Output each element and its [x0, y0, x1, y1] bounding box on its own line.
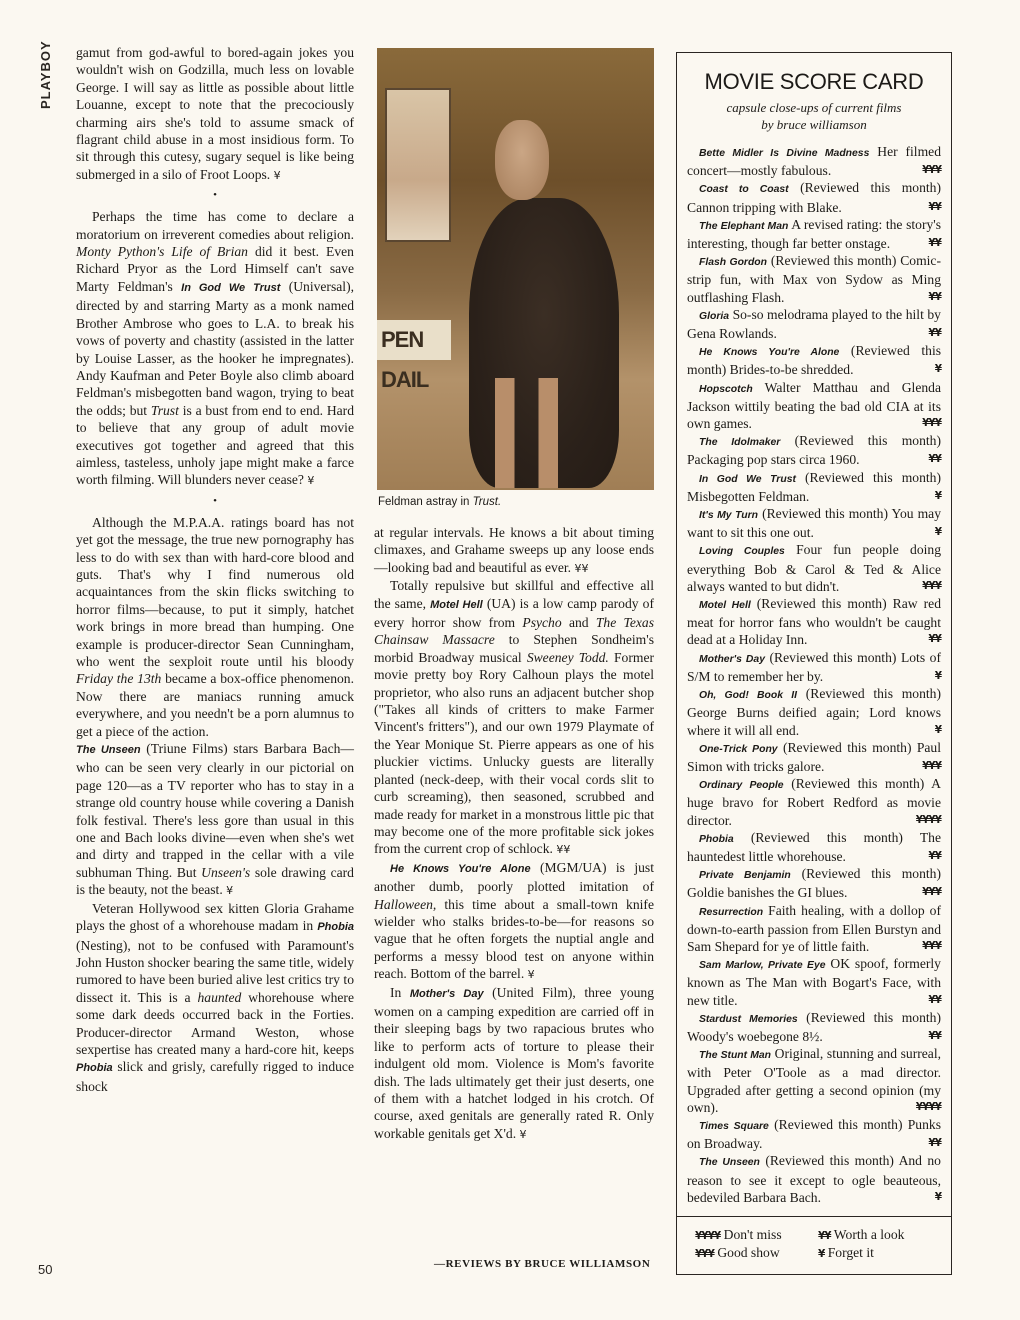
score-card-entry	[687, 143, 941, 179]
entry-text: (Reviewed this month) Brides-to-be shredded.	[687, 343, 942, 378]
entry-title: In God We Trust	[699, 473, 796, 485]
section-divider: •	[213, 494, 217, 507]
entry-rating: ¥¥	[928, 993, 941, 1006]
entry-rating: ¥¥	[928, 453, 941, 466]
rating-legend	[677, 1216, 951, 1261]
score-card-entry	[687, 252, 941, 306]
entry-rating: ¥¥¥	[922, 886, 941, 899]
entry-rating: ¥¥¥¥	[915, 1100, 941, 1113]
entry-rating: ¥	[934, 669, 941, 682]
entry-rating: ¥¥¥	[922, 579, 941, 592]
entry-rating: ¥¥	[928, 237, 941, 250]
score-card-entry	[687, 685, 941, 739]
entry-text: (Reviewed this month) George Burns deified again; Lord knows where it will all end.	[687, 686, 941, 738]
entry-rating: ¥¥	[928, 200, 941, 213]
entry-title: Private Benjamin	[699, 870, 791, 882]
page-number: 50	[38, 1262, 53, 1277]
entry-title: Bette Midler Is Divine Madness	[699, 148, 870, 159]
entry-text: (Reviewed this month) You may want to sit this one out.	[687, 506, 942, 541]
entry-text: Faith healing, with a dollop of down-to-earth passion from Ellen Burstyn and Sam Shepard for ye of little faith.	[687, 902, 941, 954]
entry-rating: ¥	[934, 363, 941, 376]
entry-text: (Reviewed this month) Packaging pop stars circa 1960.	[687, 433, 942, 468]
score-card-entry	[687, 306, 941, 342]
score-card-subtitle: capsule close-ups of current films by bruce williamson	[726, 100, 902, 132]
entry-rating: ¥¥¥	[922, 939, 941, 952]
entry-text: Four fun people doing everything Bob & Carol & Ted & Alice always wanted to but didn't.	[687, 542, 941, 594]
entry-text: (Reviewed this month) Lots of S/M to remember her by.	[687, 649, 941, 684]
entry-text: (Reviewed this month) A huge bravo for Robert Redford as movie director.	[687, 776, 941, 828]
legend-label: Worth a look	[833, 1226, 905, 1242]
score-card-entry	[687, 216, 941, 252]
paragraph: Although the M.P.A.A. ratings board has not yet got the message, the true new pornography has less to do with sex than with hard-core blood and guts. That's why I find numerous old acquaintances from the skin flicks switching to horror films—because, to put it simply, hatchet work brings in more bread than humping. One example is producer-director Sean Cunningham, who went the sexploit route until his bloody Friday the 13th became a box-office phenomenon. Now there are maniacs running amuck everywhere, and you needn't be a porn alumnus to get a piece of the action.	[76, 514, 354, 739]
entry-title: Stardust Memories	[699, 1013, 798, 1025]
entry-title: Oh, God! Book II	[699, 690, 797, 702]
entry-title: Mother's Day	[699, 653, 765, 665]
entry-text: Original, stunning and surreal, with Peter O'Toole as a mad director. Upgraded after getting a second opinion (my own).	[687, 1046, 941, 1115]
rating-bunnies: ¥¥	[574, 561, 589, 575]
entry-title: Hopscotch	[699, 383, 753, 395]
score-card-entry	[687, 649, 941, 685]
paragraph: Totally repulsive but skillful and effective all the same, Motel Hell (UA) is a low camp parody of every horror show from Psycho and The Texas Chainsaw Massacre to Stephen Sondheim's morbid Broadway musical Sweeney Todd. Former movie pretty boy Rory Calhoun plays the motel proprietor, who also runs an adjacent butcher shop ("Takes all kinds of critters to make Farmer Vincent's fritters"), and our own 1979 Playmate of the Year Monique St. Pierre appears as one of his pluckier victims. Unlucky guests are literally planted (neck-deep, with their vocal cords slit to curb screaming), then seasoned, scrubbed and made ready for market in a monstrous little pic that may become one of the more profitable sick jokes from the current crop of schlock. ¥¥	[374, 578, 655, 857]
rating-bunnies: ¥¥	[556, 843, 571, 857]
entry-text: (Reviewed this month) Goldie banishes the GI blues.	[687, 866, 941, 901]
entry-rating: ¥	[934, 489, 941, 502]
paragraph: at regular intervals. He knows a bit about timing climaxes, and Grahame sweeps up any loose ends—looking bad and beautiful as ever. ¥¥	[374, 525, 654, 575]
entry-title: The Unseen	[699, 1157, 760, 1169]
monk-head-figure	[495, 120, 549, 200]
score-card-entry	[687, 342, 941, 378]
entry-text: So-so melodrama played to the hilt by Gena Rowlands.	[687, 306, 941, 342]
entry-title: He Knows You're Alone	[699, 347, 840, 359]
entry-rating: ¥	[934, 526, 941, 539]
entry-text: (Reviewed this month) And no reason to see it except to ogle beauteous, bedeviled Barbara Bach.	[687, 1153, 941, 1205]
entry-title: Motel Hell	[699, 600, 751, 612]
rabbit-icon: ¥	[226, 884, 234, 898]
entry-rating: ¥¥	[928, 849, 941, 862]
legend-bunnies: ¥¥¥	[695, 1247, 714, 1260]
entry-title: The Idolmaker	[699, 437, 781, 449]
entry-title: Gloria	[699, 310, 730, 322]
score-card-entries	[687, 143, 941, 1206]
review-column-left	[76, 44, 354, 1095]
legend-label: Forget it	[827, 1244, 874, 1260]
poster-image	[385, 88, 451, 242]
entry-rating: ¥¥	[928, 1137, 941, 1150]
score-card-entry	[687, 469, 941, 505]
rabbit-icon: ¥	[307, 474, 315, 488]
entry-rating: ¥¥¥	[922, 417, 941, 430]
score-card-entry	[687, 432, 941, 468]
entry-title: The Elephant Man	[699, 220, 789, 232]
score-card-entry	[687, 902, 941, 956]
movie-score-card	[676, 52, 952, 1275]
score-card-entry	[687, 1009, 941, 1045]
entry-text: Her filmed concert—mostly fabulous.	[687, 144, 941, 179]
entry-text: (Reviewed this month) Cannon tripping with Blake.	[687, 180, 941, 215]
score-card-entry	[687, 179, 941, 215]
entry-text: (Reviewed this month) Raw red meat for horror fans who wouldn't be caught dead at a Holiday Inn.	[687, 596, 941, 648]
score-card-entry	[687, 541, 941, 595]
entry-text: Walter Matthau and Glenda Jackson wittily beating the bad old CIA at its own games.	[687, 379, 941, 432]
score-card-entry	[687, 739, 941, 775]
rabbit-icon: ¥	[273, 168, 281, 182]
entry-title: Ordinary People	[699, 780, 784, 792]
entry-title: Flash Gordon	[699, 257, 767, 269]
entry-title: One-Trick Pony	[699, 743, 778, 755]
entry-title: Coast to Coast	[699, 184, 789, 196]
entry-rating: ¥	[934, 1190, 941, 1203]
legend-bunnies: ¥	[818, 1247, 825, 1260]
entry-text: (Reviewed this month) Punks on Broadway.	[687, 1116, 941, 1152]
score-card-entry	[687, 1045, 941, 1116]
entry-title: It's My Turn	[699, 510, 759, 522]
entry-text: (Reviewed this month) Misbegotten Feldman.	[687, 469, 941, 504]
entry-rating: ¥¥	[928, 290, 941, 303]
entry-rating: ¥¥	[928, 1029, 941, 1042]
entry-text: (Reviewed this month) Paul Simon with tricks galore.	[687, 739, 942, 774]
paragraph: He Knows You're Alone (MGM/UA) is just another dumb, poorly plotted imitation of Halloween, this time about a small-town knife wielder who stalks brides-to-be—for reasons so vague that he often forgets the nuptial angle and performs a messy blood test on anyone within reach. Bottom of the barrel. ¥	[374, 859, 654, 982]
score-card-entry	[687, 865, 941, 901]
paragraph: In Mother's Day (United Film), three young women on a camping expedition are carried off in their sleeping bags by two rapacious brutes who like to perform acts of torture to please their indulgent old mom. Violence is Mom's favorite dish. The lads ultimately get their just deserts, one of them with a hatchet lodged in his crotch. Of course, axed genitals are generally rated R. Only workable genitals get X'd. ¥	[374, 984, 655, 1141]
paragraph: The Unseen (Triune Films) stars Barbara Bach—who can be seen very clearly in our pictorial on page 120—as a TV reporter who has to stay in a strange old country house while covering a Danish folk festival. There's less gore than usual in this one and Bach looks divine—even when she's wet and dirty and trapped in the cellar with a vile subhuman Thing. But Unseen's sole drawing card is the beauty, not the beast. ¥	[76, 741, 355, 898]
score-card-entry	[687, 379, 941, 433]
legend-item	[695, 1227, 818, 1243]
entry-title: Times Square	[699, 1120, 769, 1132]
review-column-middle	[374, 524, 654, 1143]
score-card-entry	[687, 1116, 941, 1152]
entry-title: Phobia	[699, 833, 734, 845]
score-card-entry	[687, 595, 941, 649]
legend-label: Don't miss	[723, 1226, 782, 1242]
paragraph: Perhaps the time has come to declare a moratorium on irreverent comedies about religion. Monty Python's Life of Brian did it best. Even Richard Pryor as the Lord Himself can't save Marty Feldman's In God We Trust (Universal), directed by and starring Marty as a monk named Brother Ambrose who goes to L.A. to break his vows of poverty and chastity (assisted in the latter by Louise Lasser, as the hooker he impregnates). Andy Kaufman and Peter Boyle also climb aboard Feldman's misbegotten band wagon, trying to beat the odds; but Trust is a bust from end to end. Hard to believe that any group of adult movie executives got together and agreed that this aimless, tasteless, unholy jape might make a farce worth filming. Will blunders never cease? ¥	[76, 209, 355, 488]
paragraph: Veteran Hollywood sex kitten Gloria Grahame plays the ghost of a whorehouse madam in Phobia (Nesting), not to be confused with Paramount's John Huston shocker bearing the same title, widely rumored to have been buried alive lest critics try to dissect it. This is a haunted whorehouse where some dark deeds occurred back in the Forties. Producer-director Armand Weston, whose sexpertise has created many a hard-core hit, keeps Phobia slick and grisly, carefully rigged to induce shock	[76, 900, 354, 1094]
entry-text: A revised rating: the story's interesting, though far better onstage.	[687, 216, 942, 252]
entry-rating: ¥	[934, 723, 941, 736]
entry-title: Loving Couples	[699, 546, 785, 558]
photo-caption: Feldman astray in Trust.	[378, 496, 502, 508]
legend-item	[818, 1245, 941, 1261]
film-still-photo	[377, 48, 654, 490]
entry-text: (Reviewed this month) Woody's woebegone 8½.	[687, 1009, 941, 1044]
entry-rating: ¥¥¥¥	[915, 813, 941, 826]
score-card-entry	[687, 775, 941, 829]
entry-rating: ¥¥	[928, 327, 941, 340]
legend-bunnies: ¥¥¥¥	[695, 1229, 721, 1242]
entry-text: OK spoof, formerly known as The Man with Bogart's Face, with new title.	[687, 956, 941, 1008]
entry-title: The Stunt Man	[699, 1050, 771, 1062]
score-card-entry	[687, 505, 941, 541]
legend-item	[695, 1245, 818, 1261]
reviews-byline: —REVIEWS BY BRUCE WILLIAMSON	[434, 1258, 651, 1270]
entry-rating: ¥¥¥	[922, 164, 941, 177]
score-card-entry	[687, 955, 941, 1009]
entry-rating: ¥¥¥	[922, 759, 941, 772]
score-card-entry	[687, 1152, 941, 1206]
entry-rating: ¥¥	[928, 633, 941, 646]
monk-legs-figure	[495, 378, 565, 488]
legend-item	[818, 1227, 941, 1243]
entry-text: (Reviewed this month) The hauntedest little whorehouse.	[687, 829, 941, 864]
newspaper-sign: PEN DAIL	[377, 320, 451, 360]
entry-title: Resurrection	[699, 906, 764, 918]
entry-text: (Reviewed this month) Comic-strip fun, with Max von Sydow as Ming outflashing Flash.	[687, 253, 941, 305]
rabbit-icon: ¥	[519, 1127, 527, 1141]
score-card-title: MOVIE SCORE CARD	[704, 69, 924, 94]
paragraph: gamut from god-awful to bored-again jokes you wouldn't wish on Godzilla, much less on lovable George. I will say as little as possible about little Louanne, except to note that the precociously charming airs she's told to assume smack of flagrant child abuse in a most insidious form. To sit through this cutesy, sugary sequel is like being submerged in a silo of Froot Loops. ¥	[76, 45, 354, 182]
legend-bunnies: ¥¥	[818, 1229, 831, 1242]
section-divider: •	[213, 189, 217, 202]
running-head: PLAYBOY	[38, 40, 53, 109]
rabbit-icon: ¥	[527, 968, 535, 982]
score-card-entry	[687, 829, 941, 865]
entry-title: Sam Marlow, Private Eye	[699, 960, 826, 972]
legend-label: Good show	[717, 1244, 780, 1260]
